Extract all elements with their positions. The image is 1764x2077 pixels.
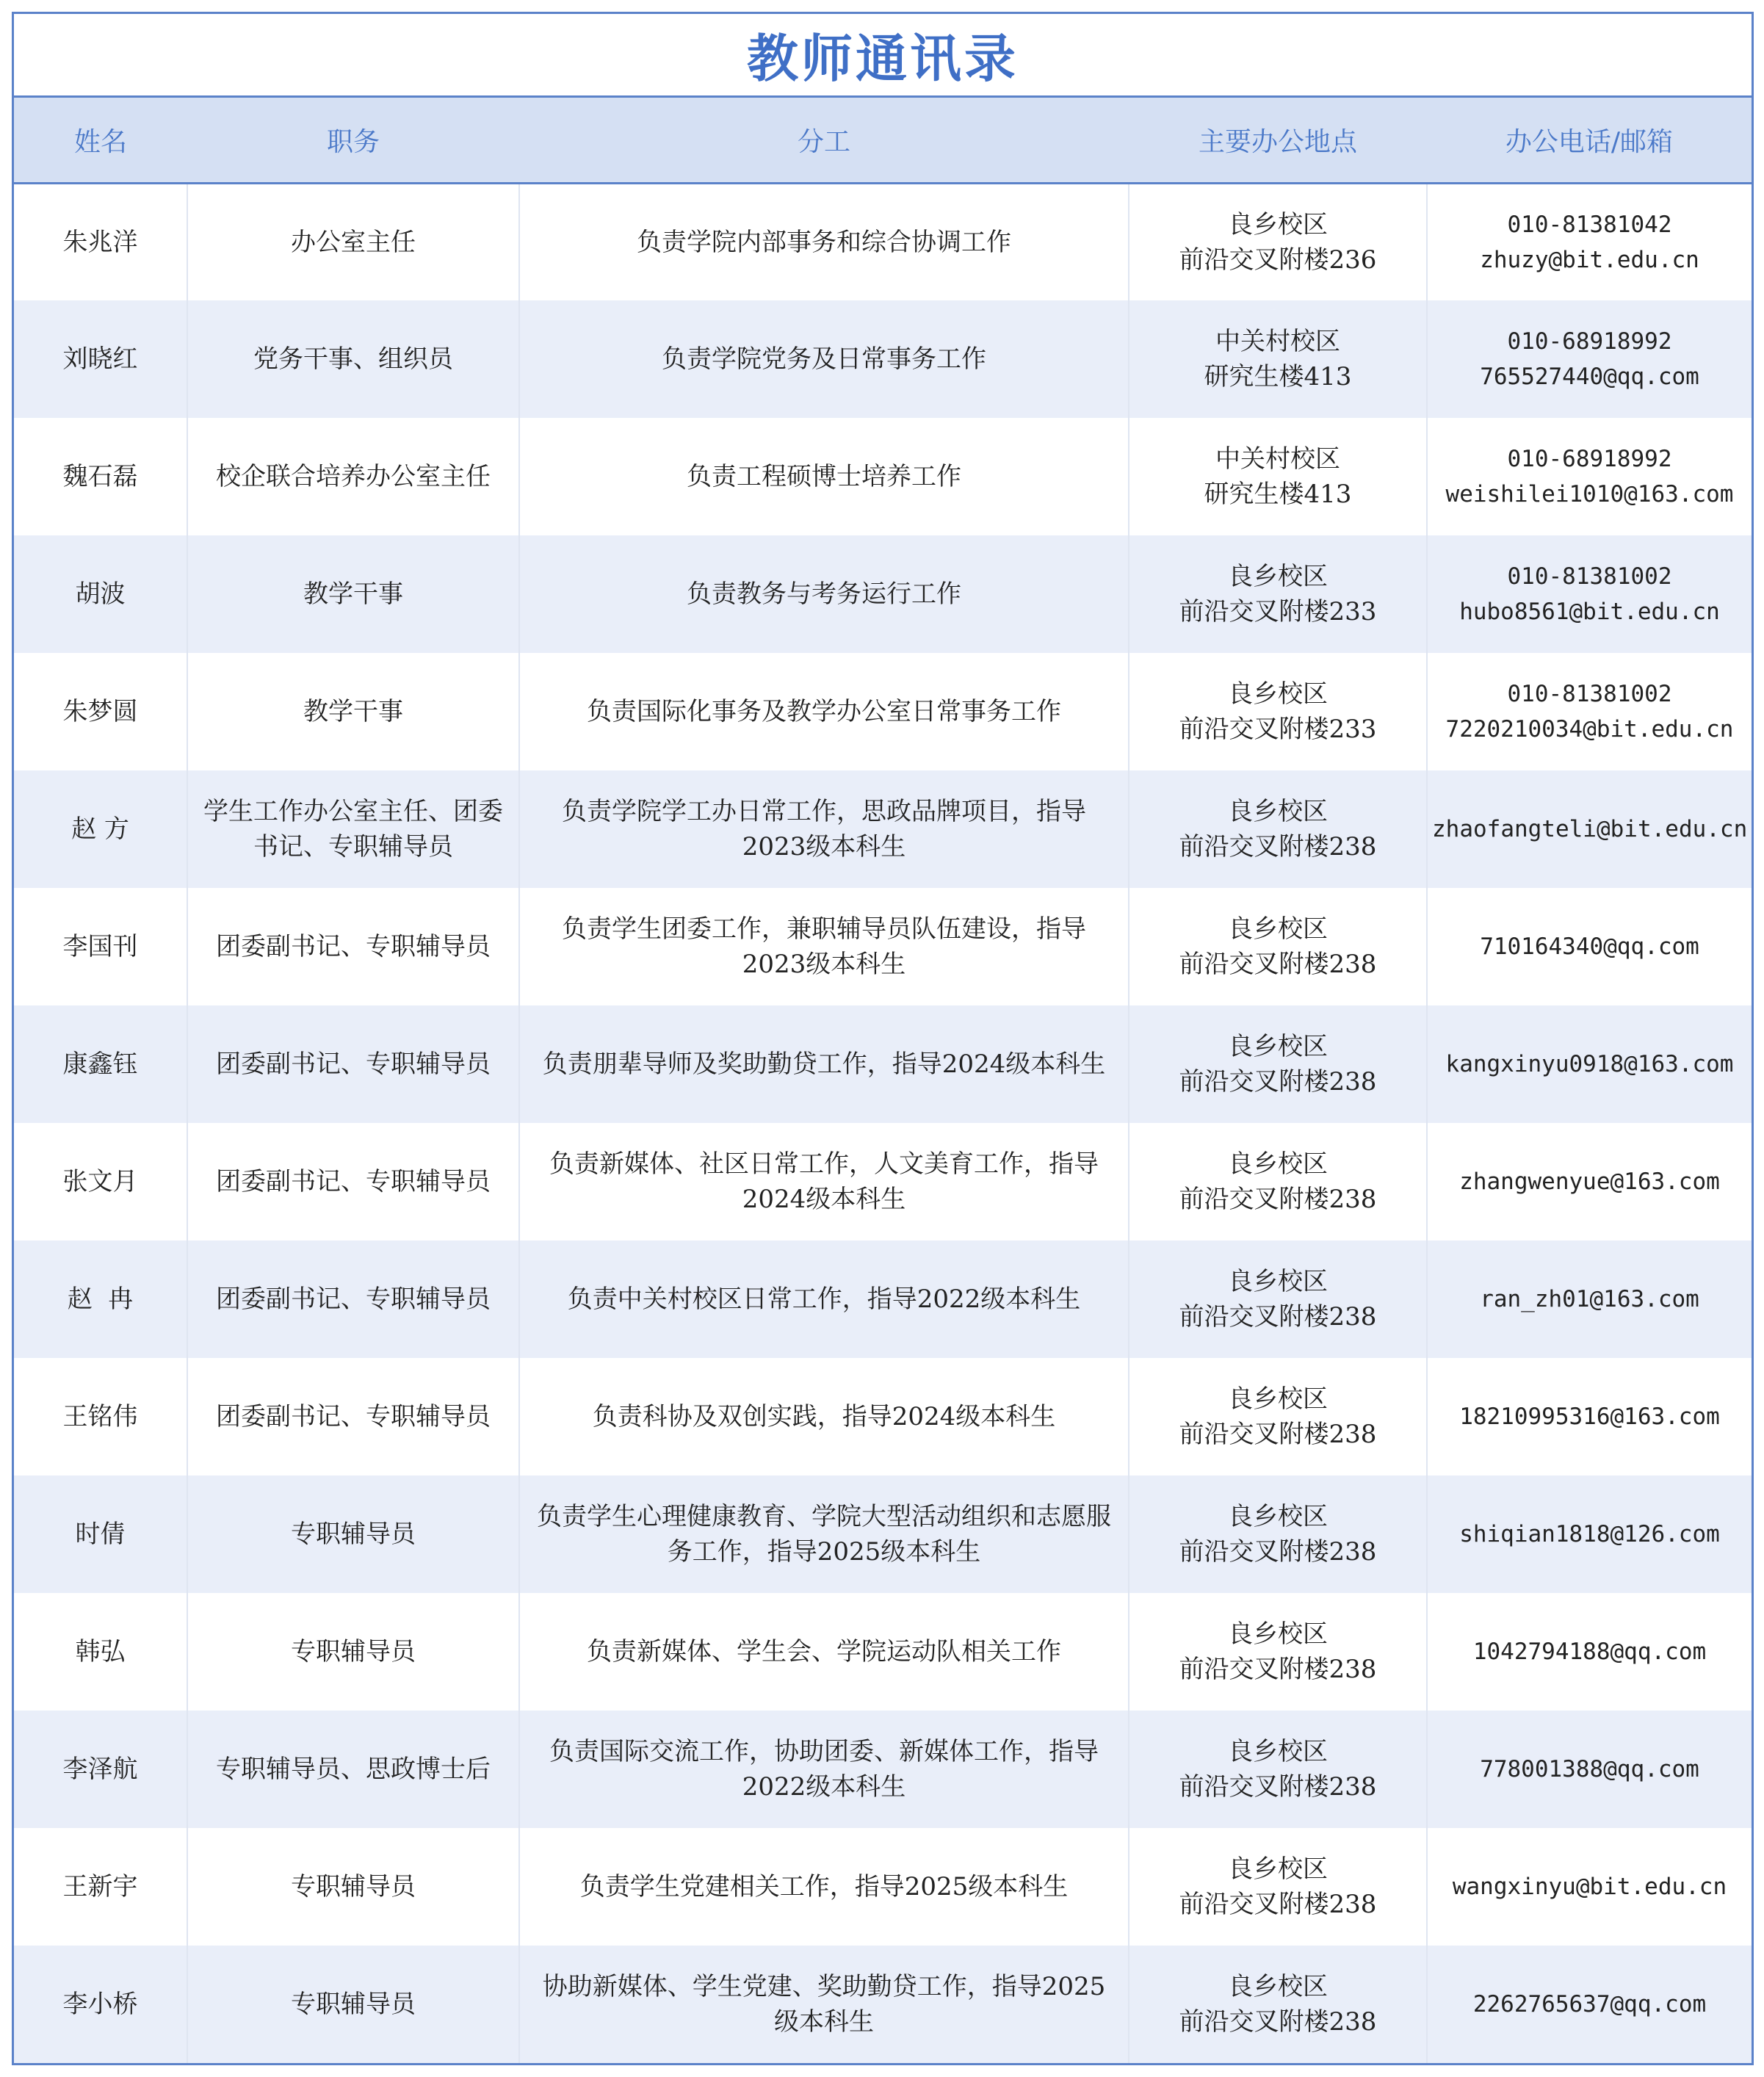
office-room: 前沿交叉附楼238 <box>1179 1890 1377 1919</box>
office-room: 前沿交叉附楼238 <box>1179 1420 1377 1449</box>
email-address[interactable]: 710164340@qq.com <box>1480 933 1699 960</box>
table-row <box>14 1005 1752 1123</box>
table-row <box>14 1946 1752 2063</box>
cell-position: 团委副书记、专职辅导员 <box>187 1005 519 1123</box>
office-room: 前沿交叉附楼238 <box>1179 2007 1377 2037</box>
cell-office <box>1129 1711 1427 1828</box>
cell-position: 专职辅导员 <box>187 1946 519 2063</box>
cell-office <box>1129 653 1427 770</box>
header-office: 主要办公地点 <box>1129 98 1427 183</box>
cell-office <box>1129 183 1427 300</box>
office-room: 前沿交叉附楼238 <box>1179 950 1377 979</box>
cell-office <box>1129 1475 1427 1593</box>
office-room: 前沿交叉附楼238 <box>1179 1067 1377 1097</box>
cell-contact <box>1427 1828 1752 1946</box>
cell-duty: 负责新媒体、社区日常工作，人文美育工作，指导2024级本科生 <box>519 1123 1129 1240</box>
cell-duty: 负责学生团委工作，兼职辅导员队伍建设，指导2023级本科生 <box>519 888 1129 1005</box>
cell-contact <box>1427 1358 1752 1475</box>
cell-duty: 负责工程硕博士培养工作 <box>519 418 1129 535</box>
office-campus: 良乡校区 <box>1228 1149 1328 1179</box>
office-room: 前沿交叉附楼238 <box>1179 1302 1377 1332</box>
cell-contact <box>1427 1240 1752 1358</box>
cell-contact <box>1427 1475 1752 1593</box>
phone-number: 010-68918992 <box>1507 446 1672 472</box>
cell-contact <box>1427 1123 1752 1240</box>
table-row <box>14 653 1752 770</box>
cell-contact <box>1427 300 1752 418</box>
header-contact: 办公电话/邮箱 <box>1427 98 1752 183</box>
cell-duty: 负责国际化事务及教学办公室日常事务工作 <box>519 653 1129 770</box>
table-row <box>14 1828 1752 1946</box>
office-room: 前沿交叉附楼238 <box>1179 1655 1377 1684</box>
cell-duty: 负责新媒体、学生会、学院运动队相关工作 <box>519 1593 1129 1711</box>
cell-office <box>1129 418 1427 535</box>
cell-position: 校企联合培养办公室主任 <box>187 418 519 535</box>
cell-name: 张文月 <box>14 1123 187 1240</box>
cell-position: 专职辅导员、思政博士后 <box>187 1711 519 1828</box>
office-campus: 良乡校区 <box>1228 1384 1328 1414</box>
cell-position: 教学干事 <box>187 535 519 653</box>
cell-contact <box>1427 1711 1752 1828</box>
email-address[interactable]: weishilei1010@163.com <box>1445 481 1734 507</box>
cell-contact <box>1427 535 1752 653</box>
office-room: 研究生楼413 <box>1204 480 1352 509</box>
cell-office <box>1129 300 1427 418</box>
cell-office <box>1129 1240 1427 1358</box>
cell-position: 党务干事、组织员 <box>187 300 519 418</box>
cell-name: 魏石磊 <box>14 418 187 535</box>
cell-office <box>1129 1123 1427 1240</box>
cell-name: 胡波 <box>14 535 187 653</box>
cell-contact <box>1427 888 1752 1005</box>
office-room: 前沿交叉附楼233 <box>1179 715 1377 744</box>
header-duty: 分工 <box>519 98 1129 183</box>
cell-position: 专职辅导员 <box>187 1828 519 1946</box>
office-campus: 良乡校区 <box>1228 914 1328 944</box>
cell-office <box>1129 535 1427 653</box>
header-position: 职务 <box>187 98 519 183</box>
header-name: 姓名 <box>14 98 187 183</box>
phone-number: 010-81381042 <box>1507 211 1672 238</box>
office-room: 前沿交叉附楼238 <box>1179 1772 1377 1802</box>
cell-contact <box>1427 770 1752 888</box>
cell-name: 刘晓红 <box>14 300 187 418</box>
cell-office <box>1129 888 1427 1005</box>
table-row <box>14 1358 1752 1475</box>
cell-position: 专职辅导员 <box>187 1593 519 1711</box>
cell-contact <box>1427 418 1752 535</box>
cell-position: 团委副书记、专职辅导员 <box>187 888 519 1005</box>
table-row <box>14 535 1752 653</box>
cell-name: 时倩 <box>14 1475 187 1593</box>
cell-duty: 负责科协及双创实践，指导2024级本科生 <box>519 1358 1129 1475</box>
cell-name: 朱梦圆 <box>14 653 187 770</box>
table-row <box>14 770 1752 888</box>
cell-position: 团委副书记、专职辅导员 <box>187 1240 519 1358</box>
page-title: 教师通讯录 <box>14 14 1752 98</box>
cell-position: 办公室主任 <box>187 183 519 300</box>
office-room: 前沿交叉附楼238 <box>1179 1185 1377 1214</box>
cell-contact <box>1427 183 1752 300</box>
table-header-row <box>14 98 1752 183</box>
email-address[interactable]: kangxinyu0918@163.com <box>1445 1051 1734 1077</box>
email-address[interactable]: 778001388@qq.com <box>1480 1756 1699 1782</box>
cell-name: 李小桥 <box>14 1946 187 2063</box>
cell-duty: 负责学院党务及日常事务工作 <box>519 300 1129 418</box>
email-address[interactable]: shiqian1818@126.com <box>1459 1521 1720 1547</box>
cell-office <box>1129 770 1427 888</box>
table-row <box>14 300 1752 418</box>
table-row <box>14 888 1752 1005</box>
table-row <box>14 1593 1752 1711</box>
office-campus: 良乡校区 <box>1228 1267 1328 1296</box>
office-campus: 中关村校区 <box>1215 444 1340 474</box>
cell-duty: 负责学院内部事务和综合协调工作 <box>519 183 1129 300</box>
cell-office <box>1129 1828 1427 1946</box>
table-row <box>14 418 1752 535</box>
office-campus: 良乡校区 <box>1228 1619 1328 1649</box>
cell-contact <box>1427 1593 1752 1711</box>
office-room: 前沿交叉附楼236 <box>1179 245 1377 275</box>
cell-name: 朱兆洋 <box>14 183 187 300</box>
cell-contact <box>1427 1005 1752 1123</box>
cell-name: 李国刊 <box>14 888 187 1005</box>
cell-contact <box>1427 1946 1752 2063</box>
cell-position: 团委副书记、专职辅导员 <box>187 1123 519 1240</box>
cell-contact <box>1427 653 1752 770</box>
cell-name: 王新宇 <box>14 1828 187 1946</box>
office-campus: 良乡校区 <box>1228 209 1328 239</box>
cell-name: 赵 冉 <box>14 1240 187 1358</box>
cell-name: 韩弘 <box>14 1593 187 1711</box>
office-campus: 良乡校区 <box>1228 1737 1328 1766</box>
email-address[interactable]: 18210995316@163.com <box>1459 1404 1720 1430</box>
email-address[interactable]: zhaofangteli@bit.edu.cn <box>1432 816 1748 842</box>
office-campus: 良乡校区 <box>1228 1972 1328 2001</box>
email-address[interactable]: zhuzy@bit.edu.cn <box>1480 246 1699 273</box>
cell-position: 专职辅导员 <box>187 1475 519 1593</box>
office-room: 前沿交叉附楼238 <box>1179 832 1377 861</box>
cell-office <box>1129 1358 1427 1475</box>
office-room: 前沿交叉附楼233 <box>1179 597 1377 626</box>
email-address[interactable]: 2262765637@qq.com <box>1472 1991 1707 2018</box>
cell-position: 学生工作办公室主任、团委书记、专职辅导员 <box>187 770 519 888</box>
cell-duty: 负责中关村校区日常工作，指导2022级本科生 <box>519 1240 1129 1358</box>
office-campus: 良乡校区 <box>1228 679 1328 709</box>
cell-duty: 负责学院学工办日常工作，思政品牌项目，指导2023级本科生 <box>519 770 1129 888</box>
email-address[interactable]: ran_zh01@163.com <box>1480 1286 1699 1312</box>
table-row <box>14 183 1752 300</box>
office-room: 前沿交叉附楼238 <box>1179 1537 1377 1567</box>
cell-duty: 协助新媒体、学生党建、奖助勤贷工作，指导2025级本科生 <box>519 1946 1129 2063</box>
office-campus: 中关村校区 <box>1215 327 1340 356</box>
cell-office <box>1129 1946 1427 2063</box>
cell-office <box>1129 1005 1427 1123</box>
phone-number: 010-81381002 <box>1507 681 1672 707</box>
email-address[interactable]: wangxinyu@bit.edu.cn <box>1452 1874 1727 1900</box>
table-row <box>14 1123 1752 1240</box>
cell-position: 教学干事 <box>187 653 519 770</box>
directory-frame <box>12 12 1754 2065</box>
table-row <box>14 1475 1752 1593</box>
directory-table <box>14 98 1752 2063</box>
cell-name: 赵 方 <box>14 770 187 888</box>
email-address[interactable]: 765527440@qq.com <box>1480 364 1699 390</box>
email-address[interactable]: hubo8561@bit.edu.cn <box>1459 599 1720 625</box>
email-address[interactable]: 7220210034@bit.edu.cn <box>1445 716 1734 743</box>
phone-number: 010-68918992 <box>1507 328 1672 355</box>
cell-name: 康鑫钰 <box>14 1005 187 1123</box>
office-campus: 良乡校区 <box>1228 1854 1328 1884</box>
cell-name: 王铭伟 <box>14 1358 187 1475</box>
cell-name: 李泽航 <box>14 1711 187 1828</box>
cell-duty: 负责学生心理健康教育、学院大型活动组织和志愿服务工作，指导2025级本科生 <box>519 1475 1129 1593</box>
cell-duty: 负责教务与考务运行工作 <box>519 535 1129 653</box>
cell-office <box>1129 1593 1427 1711</box>
office-campus: 良乡校区 <box>1228 797 1328 826</box>
office-campus: 良乡校区 <box>1228 1032 1328 1061</box>
office-campus: 良乡校区 <box>1228 1502 1328 1531</box>
cell-duty: 负责国际交流工作，协助团委、新媒体工作，指导2022级本科生 <box>519 1711 1129 1828</box>
cell-duty: 负责朋辈导师及奖助勤贷工作，指导2024级本科生 <box>519 1005 1129 1123</box>
cell-position: 团委副书记、专职辅导员 <box>187 1358 519 1475</box>
table-row <box>14 1240 1752 1358</box>
table-row <box>14 1711 1752 1828</box>
office-room: 研究生楼413 <box>1204 362 1352 391</box>
office-campus: 良乡校区 <box>1228 562 1328 591</box>
email-address[interactable]: 1042794188@qq.com <box>1472 1639 1707 1665</box>
email-address[interactable]: zhangwenyue@163.com <box>1459 1168 1720 1195</box>
cell-duty: 负责学生党建相关工作，指导2025级本科生 <box>519 1828 1129 1946</box>
phone-number: 010-81381002 <box>1507 563 1672 590</box>
table-body <box>14 183 1752 2063</box>
